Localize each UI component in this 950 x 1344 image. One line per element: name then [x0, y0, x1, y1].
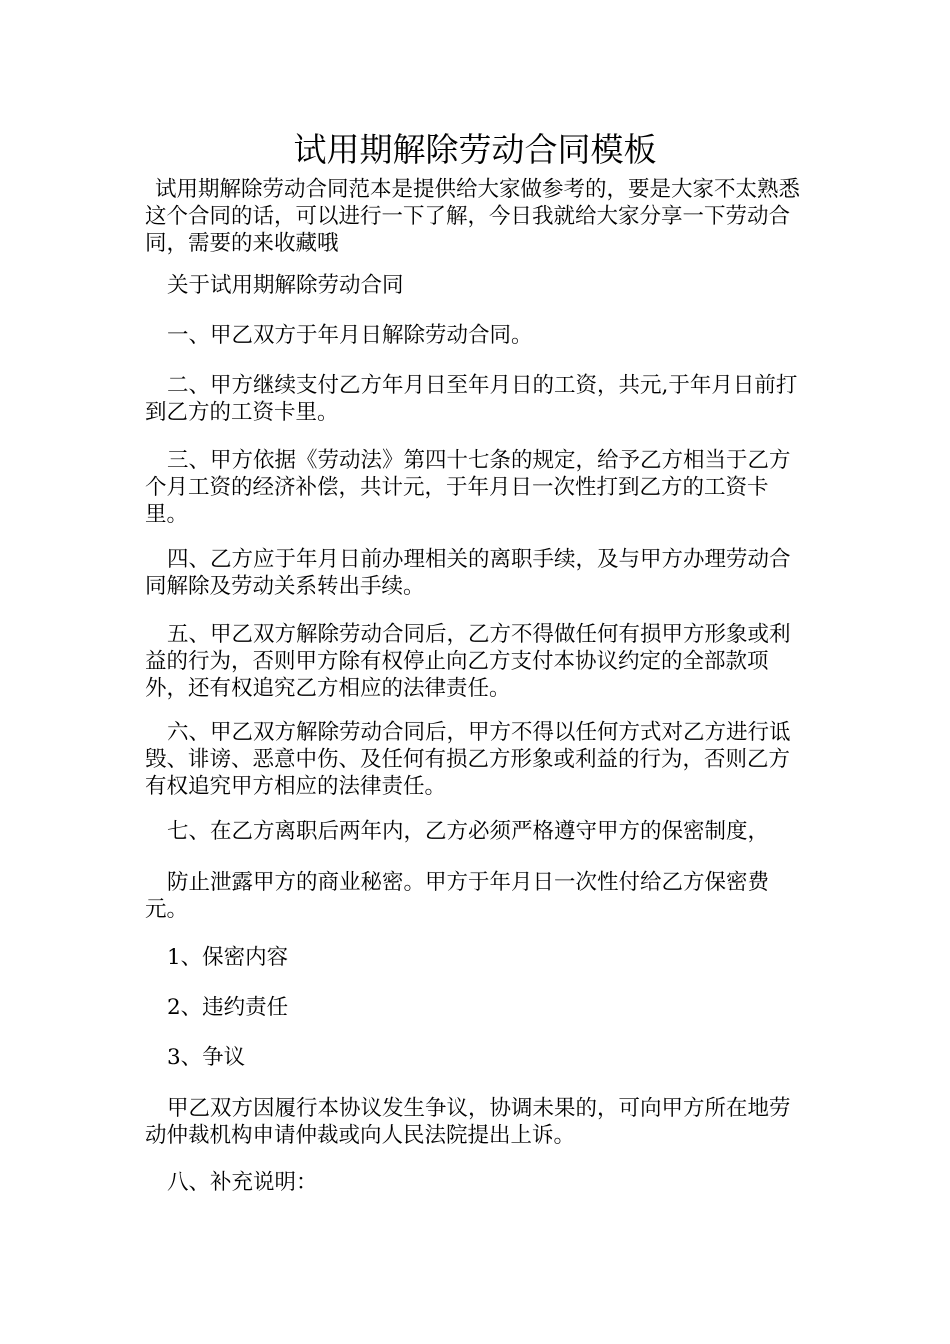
document-title: 试用期解除劳动合同模板	[293, 130, 657, 169]
clause-4: 四、乙方应于年月日前办理相关的离职手续，及与甲方办理劳动合同解除及劳动关系转出手续。	[145, 547, 791, 599]
clause-5: 五、甲乙双方解除劳动合同后，乙方不得做任何有损甲方形象或利益的行为，否则甲方除有权停止向乙方支付本协议约定的全部款项外，还有权追究乙方相应的法律责任。	[145, 622, 791, 701]
heading-paragraph: 关于试用期解除劳动合同	[167, 273, 404, 298]
clause-8: 八、补充说明：	[167, 1170, 318, 1195]
clause-3: 三、甲方依据《劳动法》第四十七条的规定，给予乙方相当于乙方个月工资的经济补偿，共计元，于年月日一次性打到乙方的工资卡里。	[145, 448, 791, 527]
dispute-paragraph: 甲乙双方因履行本协议发生争议，协调未果的，可向甲方所在地劳动仲裁机构申请仲裁或向人民法院提出上诉。	[145, 1096, 791, 1148]
clause-1: 一、甲乙双方于年月日解除劳动合同。	[167, 323, 533, 348]
clause-6: 六、甲乙双方解除劳动合同后，甲方不得以任何方式对乙方进行诋毁、诽谤、恶意中伤、及任何有损乙方形象或利益的行为，否则乙方有权追究甲方相应的法律责任。	[145, 720, 791, 799]
list-item: 3、争议	[167, 1045, 246, 1070]
clause-2: 二、甲方继续支付乙方年月日至年月日的工资，共元,于年月日前打到乙方的工资卡里。	[145, 373, 798, 425]
intro-paragraph: 试用期解除劳动合同范本是提供给大家做参考的，要是大家不太熟悉这个合同的话，可以进行一下了解，今日我就给大家分享一下劳动合同，需要的来收藏哦	[145, 177, 801, 256]
clause-7: 七、在乙方离职后两年内，乙方必须严格遵守甲方的保密制度，	[167, 819, 770, 844]
clause-7-continued: 防止泄露甲方的商业秘密。甲方于年月日一次性付给乙方保密费元。	[145, 870, 770, 922]
list-item: 2、违约责任	[167, 995, 289, 1020]
list-item: 1、保密内容	[167, 945, 289, 970]
